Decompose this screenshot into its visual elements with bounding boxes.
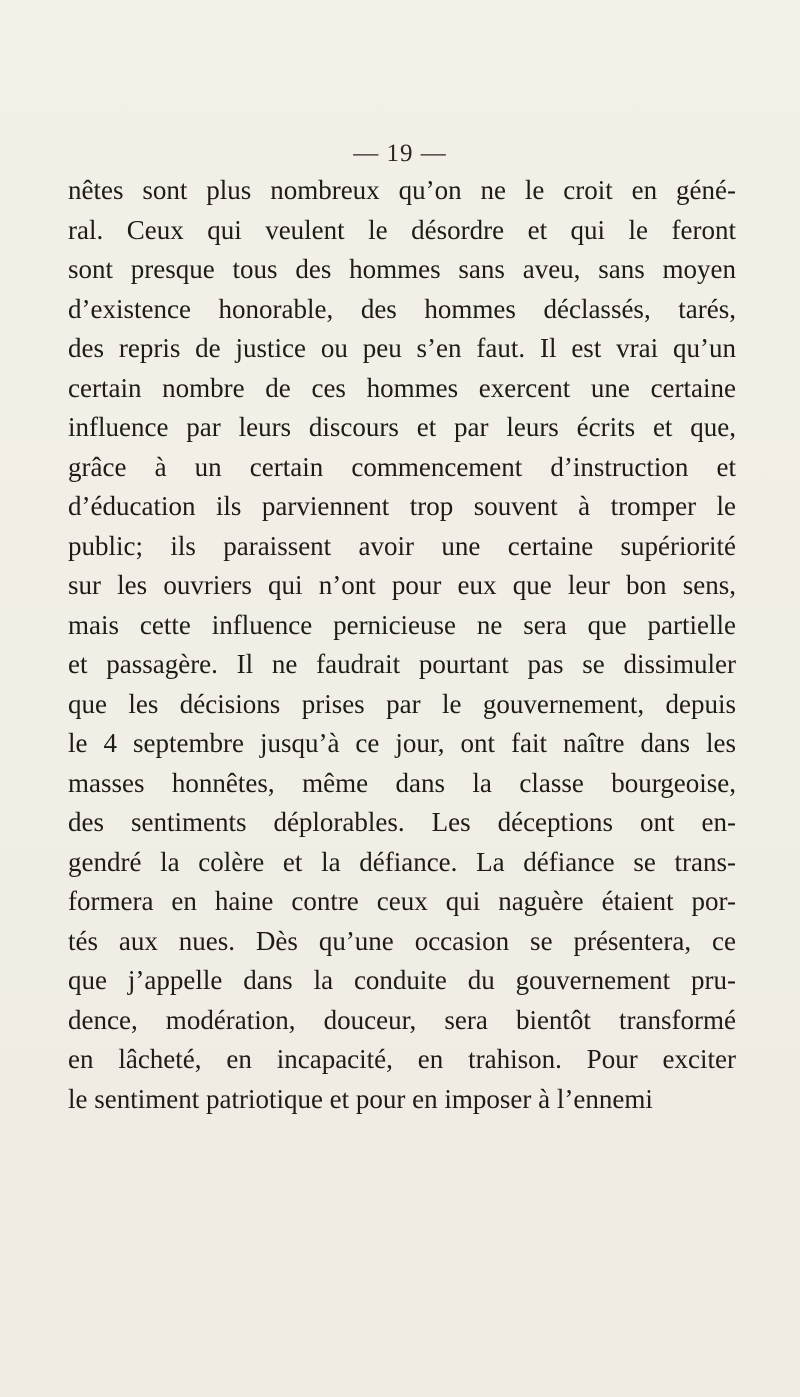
text-line: influence par leurs discours et par leurs écrits et que,	[68, 412, 736, 442]
text-line: nêtes sont plus nombreux qu’on ne le croit en géné-	[68, 175, 736, 205]
text-line: d’éducation ils parviennent trop souvent à tromper le	[68, 491, 736, 521]
text-line: gendré la colère et la défiance. La défiance se trans-	[68, 846, 736, 877]
body-text	[68, 171, 736, 1119]
text-line: ral. Ceux qui veulent le désordre et qui le feront	[68, 214, 736, 245]
text-line: certain nombre de ces hommes exercent une certaine	[68, 372, 736, 403]
text-line: public; ils paraissent avoir une certaine supériorité	[68, 530, 736, 561]
text-line: que j’appelle dans la conduite du gouvernement pru-	[68, 965, 736, 995]
text-line: formera en haine contre ceux qui naguère étaient por-	[68, 886, 736, 916]
text-line: sur les ouvriers qui n’ont pour eux que leur bon sens,	[68, 570, 736, 600]
text-line: sont presque tous des hommes sans aveu, sans moyen	[68, 254, 736, 284]
text-line: le 4 septembre jusqu’à ce jour, ont fait naître dans les	[68, 728, 736, 758]
text-line: mais cette influence pernicieuse ne sera que partielle	[68, 609, 736, 640]
text-line: grâce à un certain commencement d’instruction et	[68, 451, 736, 482]
text-line: des sentiments déplorables. Les déceptions ont en-	[68, 807, 736, 837]
text-line: d’existence honorable, des hommes déclassés, tarés,	[68, 293, 736, 324]
text-line: des repris de justice ou peu s’en faut. Il est vrai qu’un	[68, 333, 736, 363]
text-line: dence, modération, douceur, sera bientôt transformé	[68, 1004, 736, 1035]
page-number: — 19 —	[353, 140, 447, 167]
text-line: et passagère. Il ne faudrait pourtant pas se dissimuler	[68, 649, 736, 679]
text-line: le sentiment patriotique et pour en imposer à l’ennemi	[68, 1083, 653, 1114]
text-line: tés aux nues. Dès qu’une occasion se présentera, ce	[68, 925, 736, 956]
text-line: que les décisions prises par le gouvernement, depuis	[68, 688, 736, 719]
text-line: en lâcheté, en incapacité, en trahison. Pour exciter	[68, 1044, 736, 1074]
text-line: masses honnêtes, même dans la classe bourgeoise,	[68, 767, 736, 798]
